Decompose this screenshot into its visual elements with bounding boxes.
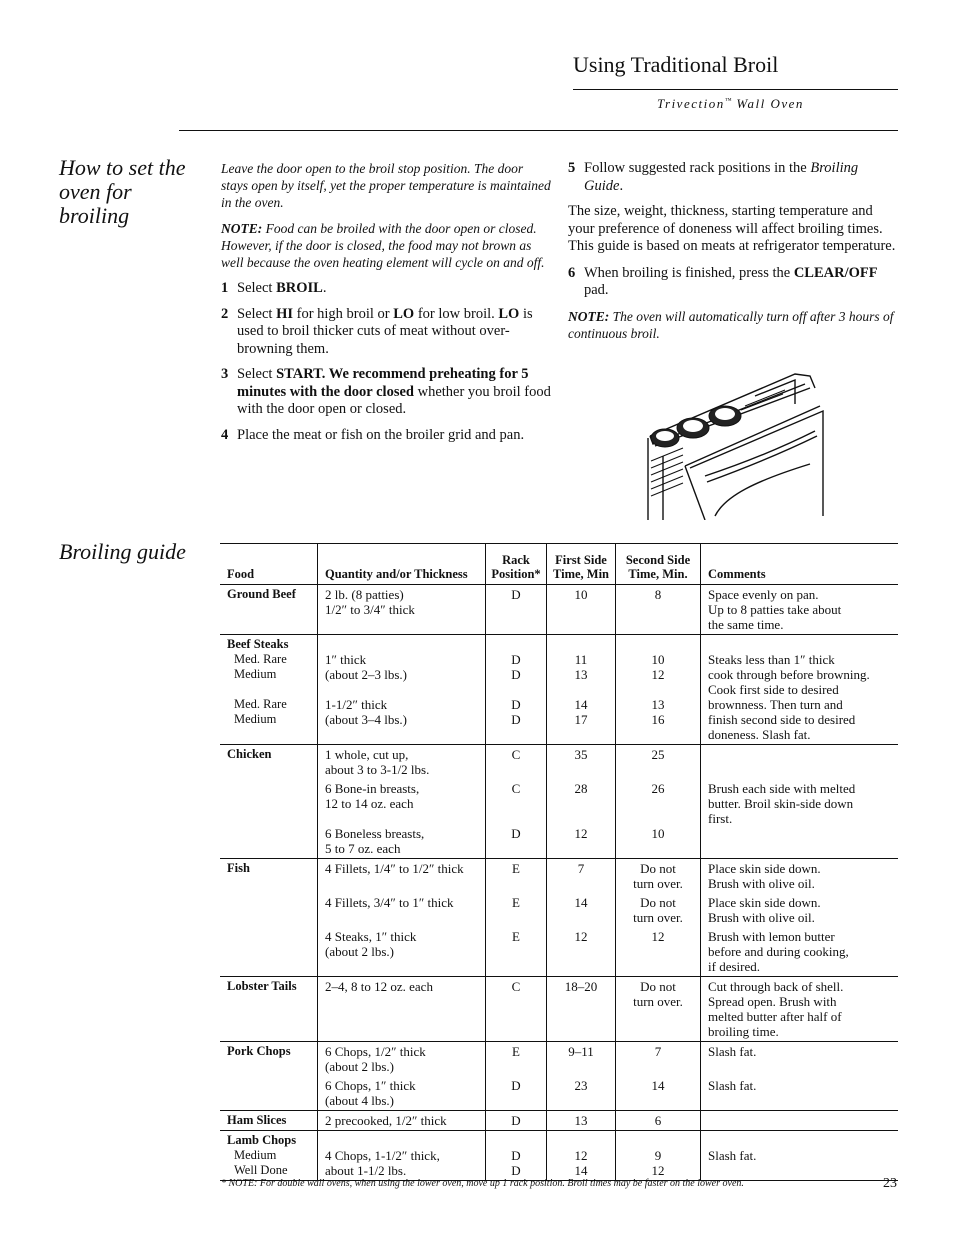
second-side-cell: 25 26 10: [616, 745, 701, 859]
first-side-cell: 18–20: [547, 977, 616, 1042]
broiling-guide-table: [220, 543, 898, 1181]
quantity-cell: 1 whole, cut up, about 3 to 3-1/2 lbs. 6 Bone-in breasts, 12 to 14 oz. each 6 Boneless breasts, 5 to 7 oz. each: [318, 745, 486, 859]
table-row-beef-steaks: [220, 635, 898, 745]
step-3: 3 Select START. We recommend preheating for 5 minutes with the door closed whether you broil food with the door open or closed.: [221, 366, 551, 417]
table-row-ham-slices: [220, 1111, 898, 1131]
rack-cell: E D: [486, 1042, 547, 1111]
food-cell: Lobster Tails: [227, 979, 297, 993]
rack-cell: C: [486, 977, 547, 1042]
food-cell: Ham Slices: [227, 1113, 287, 1127]
comments-cell: Brush each side with melted butter. Broil skin-side down first.: [701, 745, 899, 859]
first-side-cell: 13: [547, 1111, 616, 1131]
quantity-cell: 4 Fillets, 1/4″ to 1/2″ thick 4 Fillets, 3/4″ to 1″ thick 4 Steaks, 1″ thick (about 2 lbs.): [318, 859, 486, 977]
first-side-cell: 12 14: [547, 1131, 616, 1181]
second-side-cell: Do not turn over.: [616, 977, 701, 1042]
table-row-chicken: [220, 745, 898, 859]
food-cell: Fish: [227, 861, 250, 875]
first-side-cell: 10: [547, 585, 616, 635]
rack-cell: D: [486, 585, 547, 635]
comments-cell: [701, 1111, 899, 1131]
first-side-cell: 35 28 12: [547, 745, 616, 859]
food-cell: Ground Beef: [227, 587, 296, 601]
table-row-pork-chops: [220, 1042, 898, 1111]
step-2: 2 Select HI for high broil or LO for low broil. LO is used to broil thicker cuts of meat without over-browning them.: [221, 305, 533, 357]
rack-cell: E E E: [486, 859, 547, 977]
comments-cell: Place skin side down. Brush with olive oil. Place skin side down. Brush with olive oil. Brush with lemon butter before and during cooking, if desired.: [701, 859, 899, 977]
quantity-cell: 6 Chops, 1/2″ thick (about 2 lbs.) 6 Chops, 1″ thick (about 4 lbs.): [318, 1042, 486, 1111]
rack-cell: D D D D: [486, 635, 547, 745]
comments-cell: Cut through back of shell. Spread open. Brush with melted butter after half of broiling time.: [701, 977, 899, 1042]
col-header-comments: Comments: [701, 544, 899, 585]
header-rule: [573, 89, 898, 90]
first-side-cell: 11 13 14 17: [547, 635, 616, 745]
comments-cell: Slash fat.: [701, 1131, 899, 1181]
second-side-cell: 6: [616, 1111, 701, 1131]
comments-cell: Steaks less than 1″ thick cook through before browning. Cook first side to desired brownness. Then turn and finish second side to desired doneness. Slash fat.: [701, 635, 899, 745]
comments-cell: Space evenly on pan. Up to 8 patties take about the same time.: [701, 585, 899, 635]
quantity-cell: 2 lb. (8 patties) 1/2″ to 3/4″ thick: [318, 585, 486, 635]
step-4: 4 Place the meat or fish on the broiler grid and pan.: [221, 426, 525, 443]
food-cell: Lamb Chops Medium Well Done: [227, 1133, 297, 1177]
note-auto-off: NOTE: The oven will automatically turn off after 3 hours of continuous broil.: [568, 308, 894, 341]
table-row-lobster-tails: [220, 977, 898, 1042]
section-rule: [179, 130, 898, 131]
step-5: 5 Follow suggested rack positions in the Broiling Guide.: [568, 160, 859, 194]
step-6: 6 When broiling is finished, press the CLEAR/OFF pad.: [568, 264, 878, 298]
quantity-cell: 4 Chops, 1-1/2″ thick, about 1-1/2 lbs.: [318, 1131, 486, 1181]
instructions-column-left: [221, 160, 553, 452]
table-header-row: [220, 544, 898, 585]
second-side-cell: 7 14: [616, 1042, 701, 1111]
col-header-rack: Rack Position*: [486, 544, 547, 585]
oven-door-open-illustration: [645, 366, 825, 520]
rack-cell: D D: [486, 1131, 547, 1181]
second-side-cell: 10 12 13 16: [616, 635, 701, 745]
intro-text: Leave the door open to the broil stop position. The door stays open by itself, yet the proper temperature is maintained in the oven.: [221, 161, 551, 210]
first-side-cell: 9–11 23: [547, 1042, 616, 1111]
second-side-cell: 9 12: [616, 1131, 701, 1181]
food-cell: Beef Steaks Med. Rare Medium Med. Rare Medium: [227, 637, 289, 726]
quantity-cell: 2–4, 8 to 12 oz. each: [318, 977, 486, 1042]
step-1: 1 Select BROIL.: [221, 280, 327, 296]
note-door: NOTE: Food can be broiled with the door open or closed. However, if the door is closed, the food may not brown as well because the oven heating element will cycle on and off.: [221, 221, 545, 270]
quantity-cell: 1″ thick (about 2–3 lbs.) 1-1/2″ thick (about 3–4 lbs.): [318, 635, 486, 745]
section-heading-broiling-guide: Broiling guide: [59, 539, 186, 564]
footnote: * NOTE: For double wall ovens, when using the lower oven, move up 1 rack position. Broil times may be faster on the lower oven.: [221, 1178, 744, 1189]
table-row-lamb-chops: [220, 1131, 898, 1181]
product-subtitle: Trivection™ Wall Oven: [657, 96, 804, 111]
page-number: 23: [883, 1176, 897, 1191]
doneness-paragraph: The size, weight, thickness, starting temperature and your preference of doneness will affect broiling times. This guide is based on meats at refrigerator temperature.: [568, 203, 896, 254]
second-side-cell: Do not turn over. Do not turn over. 12: [616, 859, 701, 977]
food-cell: Chicken: [227, 747, 272, 761]
col-header-quantity: Quantity and/or Thickness: [318, 544, 486, 585]
food-cell: Pork Chops: [227, 1044, 291, 1058]
page-title: Using Traditional Broil: [573, 52, 779, 77]
quantity-cell: 2 precooked, 1/2″ thick: [318, 1111, 486, 1131]
col-header-first-side: First Side Time, Min: [547, 544, 616, 585]
rack-cell: D: [486, 1111, 547, 1131]
instructions-column-right: [568, 160, 900, 351]
table-row-fish: [220, 859, 898, 977]
second-side-cell: 8: [616, 585, 701, 635]
table-row-ground-beef: [220, 585, 898, 635]
section-heading-set-oven: How to set the oven for broiling: [59, 155, 186, 228]
col-header-second-side: Second Side Time, Min.: [616, 544, 701, 585]
rack-cell: C C D: [486, 745, 547, 859]
comments-cell: Slash fat. Slash fat.: [701, 1042, 899, 1111]
first-side-cell: 7 14 12: [547, 859, 616, 977]
col-header-food: Food: [227, 567, 255, 581]
